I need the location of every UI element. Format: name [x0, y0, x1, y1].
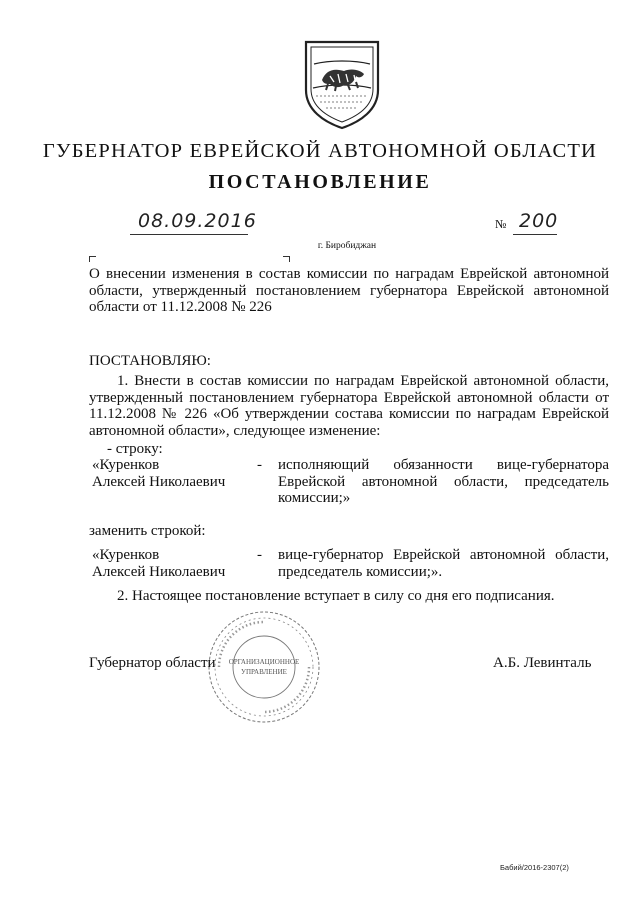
footer-reference-code: Бабий/2016-2307(2) — [500, 863, 569, 872]
old-entry-given-names: Алексей Николаевич — [92, 473, 226, 490]
signatory-name: А.Б. Левинталь — [493, 655, 592, 671]
paragraph-2: 2. Настоящее постановление вступает в силу со дня его подписания. — [117, 588, 555, 604]
corner-mark-right — [283, 256, 290, 262]
stamp-line-1: ОРГАНИЗАЦИОННОЕ — [228, 658, 300, 666]
signatory-position: Губернатор области — [89, 655, 216, 671]
new-entry-description — [278, 547, 609, 580]
new-entry-name — [89, 547, 249, 580]
replace-label: заменить строкой: — [89, 523, 206, 539]
handwritten-number: 200 — [519, 210, 559, 232]
new-entry-desc-line-1: вице-губернатор Еврейской автономной области, — [278, 547, 609, 563]
new-entry-dash: - — [257, 547, 262, 563]
number-sign: № — [495, 217, 507, 231]
old-entry-surname: «Куренков — [92, 457, 160, 473]
old-entry-name — [89, 457, 249, 490]
office-stamp — [205, 608, 323, 726]
coat-of-arms-emblem — [300, 38, 384, 130]
document-date — [130, 210, 257, 235]
document-type-title: ПОСТАНОВЛЕНИЕ — [208, 171, 432, 193]
old-entry-desc-line-2: Еврейской автономной области, председатель — [278, 473, 609, 490]
old-entry-desc-line-1: исполняющий обязанности вице-губернатора — [278, 457, 609, 473]
new-entry-given-names: Алексей Николаевич — [92, 563, 226, 580]
corner-mark-left — [89, 256, 96, 262]
city-line: г. Биробиджан — [317, 241, 377, 251]
issuer-title: ГУБЕРНАТОР ЕВРЕЙСКОЙ АВТОНОМНОЙ ОБЛАСТИ — [42, 140, 598, 162]
document-subject: О внесении изменения в состав комиссии по наградам Еврейской автономной области, утвержденный постановлением губернатора Еврейской автономной области от 11.12.2008 № 226 — [89, 266, 609, 315]
old-entry-desc-line-3: комиссии;» — [278, 490, 351, 506]
stamp-line-2: УПРАВЛЕНИЕ — [241, 668, 287, 676]
line-label: - строку: — [107, 441, 163, 457]
paragraph-1: 1. Внести в состав комиссии по наградам Еврейской автономной области, утвержденный постановлением губернатора Еврейской автономной области от 11.12.2008 № 226 «Об утверждении состава комиссии по наградам Еврейской автономной области», следующее изменение: — [89, 373, 609, 439]
old-entry-description — [278, 457, 609, 507]
old-entry-dash: - — [257, 457, 262, 473]
new-entry-surname: «Куренков — [92, 547, 160, 563]
new-entry-desc-line-2: председатель комиссии;». — [278, 563, 443, 580]
document-number — [495, 210, 557, 234]
handwritten-date: 08.09.2016 — [138, 210, 257, 232]
preamble: ПОСТАНОВЛЯЮ: — [89, 353, 211, 369]
